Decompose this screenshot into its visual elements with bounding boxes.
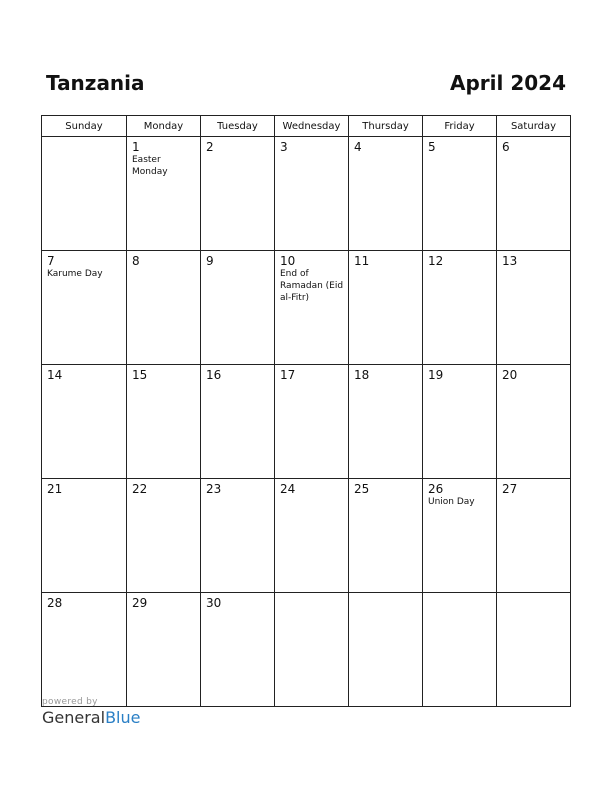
weekday-monday: Monday (127, 116, 201, 137)
holiday-label: Easter Monday (132, 155, 168, 177)
day-cell (42, 593, 127, 707)
day-number: 22 (132, 482, 148, 496)
day-number: 28 (47, 596, 63, 610)
day-number: 29 (132, 596, 148, 610)
day-cell (201, 479, 275, 593)
day-number: 26 (428, 482, 444, 496)
day-cell (423, 365, 497, 479)
day-cell (497, 593, 571, 707)
day-number: 6 (502, 140, 510, 154)
day-number: 21 (47, 482, 63, 496)
day-cell (275, 251, 349, 365)
day-number: 30 (206, 596, 222, 610)
day-number: 19 (428, 368, 444, 382)
holiday-label: Union Day (428, 497, 475, 507)
week-row (42, 137, 571, 251)
day-cell (275, 137, 349, 251)
weekday-friday: Friday (423, 116, 497, 137)
day-cell (497, 365, 571, 479)
day-cell (423, 137, 497, 251)
week-row (42, 251, 571, 365)
weekday-saturday: Saturday (497, 116, 571, 137)
day-cell (42, 365, 127, 479)
day-cell (349, 137, 423, 251)
day-number: 4 (354, 140, 362, 154)
brand-general-text: General (42, 708, 106, 727)
day-number: 13 (502, 254, 518, 268)
day-cell (275, 479, 349, 593)
day-cell (423, 593, 497, 707)
day-number: 10 (280, 254, 296, 268)
day-number: 9 (206, 254, 214, 268)
day-cell (497, 479, 571, 593)
day-cell (127, 251, 201, 365)
day-number: 23 (206, 482, 222, 496)
day-number: 18 (354, 368, 370, 382)
day-cell (349, 251, 423, 365)
day-cell (127, 593, 201, 707)
day-cell (127, 137, 201, 251)
weekday-thursday: Thursday (349, 116, 423, 137)
brand-blue-text: Blue (105, 708, 141, 727)
day-number: 16 (206, 368, 222, 382)
day-cell (349, 365, 423, 479)
day-cell (423, 251, 497, 365)
week-row (42, 365, 571, 479)
day-number: 14 (47, 368, 63, 382)
holiday-label: Karume Day (47, 269, 103, 279)
day-cell (349, 593, 423, 707)
week-row (42, 593, 571, 707)
day-number: 5 (428, 140, 436, 154)
day-cell (42, 251, 127, 365)
weekday-wednesday: Wednesday (275, 116, 349, 137)
weekday-header-row (42, 116, 571, 137)
day-number: 25 (354, 482, 370, 496)
day-number: 8 (132, 254, 140, 268)
day-number: 11 (354, 254, 370, 268)
day-number: 20 (502, 368, 518, 382)
day-cell (201, 251, 275, 365)
weekday-tuesday: Tuesday (201, 116, 275, 137)
day-cell (127, 479, 201, 593)
day-cell (423, 479, 497, 593)
day-cell (201, 365, 275, 479)
weekday-sunday: Sunday (42, 116, 127, 137)
powered-by-text: powered by (42, 697, 98, 707)
day-cell (201, 593, 275, 707)
day-number: 27 (502, 482, 518, 496)
generalblue-logo[interactable] (42, 708, 140, 727)
day-number: 1 (132, 140, 140, 154)
day-number: 7 (47, 254, 55, 268)
week-row (42, 479, 571, 593)
day-number: 3 (280, 140, 288, 154)
month-year-title: April 2024 (450, 71, 566, 95)
day-cell (497, 137, 571, 251)
day-cell (349, 479, 423, 593)
day-number: 2 (206, 140, 214, 154)
footer-branding (42, 697, 140, 727)
country-title: Tanzania (46, 71, 145, 95)
day-cell (42, 479, 127, 593)
holiday-label: End of Ramadan (Eid al-Fitr) (280, 269, 344, 303)
day-cell (275, 365, 349, 479)
day-number: 12 (428, 254, 444, 268)
day-cell (42, 137, 127, 251)
day-number: 17 (280, 368, 296, 382)
day-cell (201, 137, 275, 251)
day-number: 24 (280, 482, 296, 496)
calendar-grid (41, 115, 571, 707)
day-number: 15 (132, 368, 148, 382)
day-cell (127, 365, 201, 479)
day-cell (497, 251, 571, 365)
day-cell (275, 593, 349, 707)
